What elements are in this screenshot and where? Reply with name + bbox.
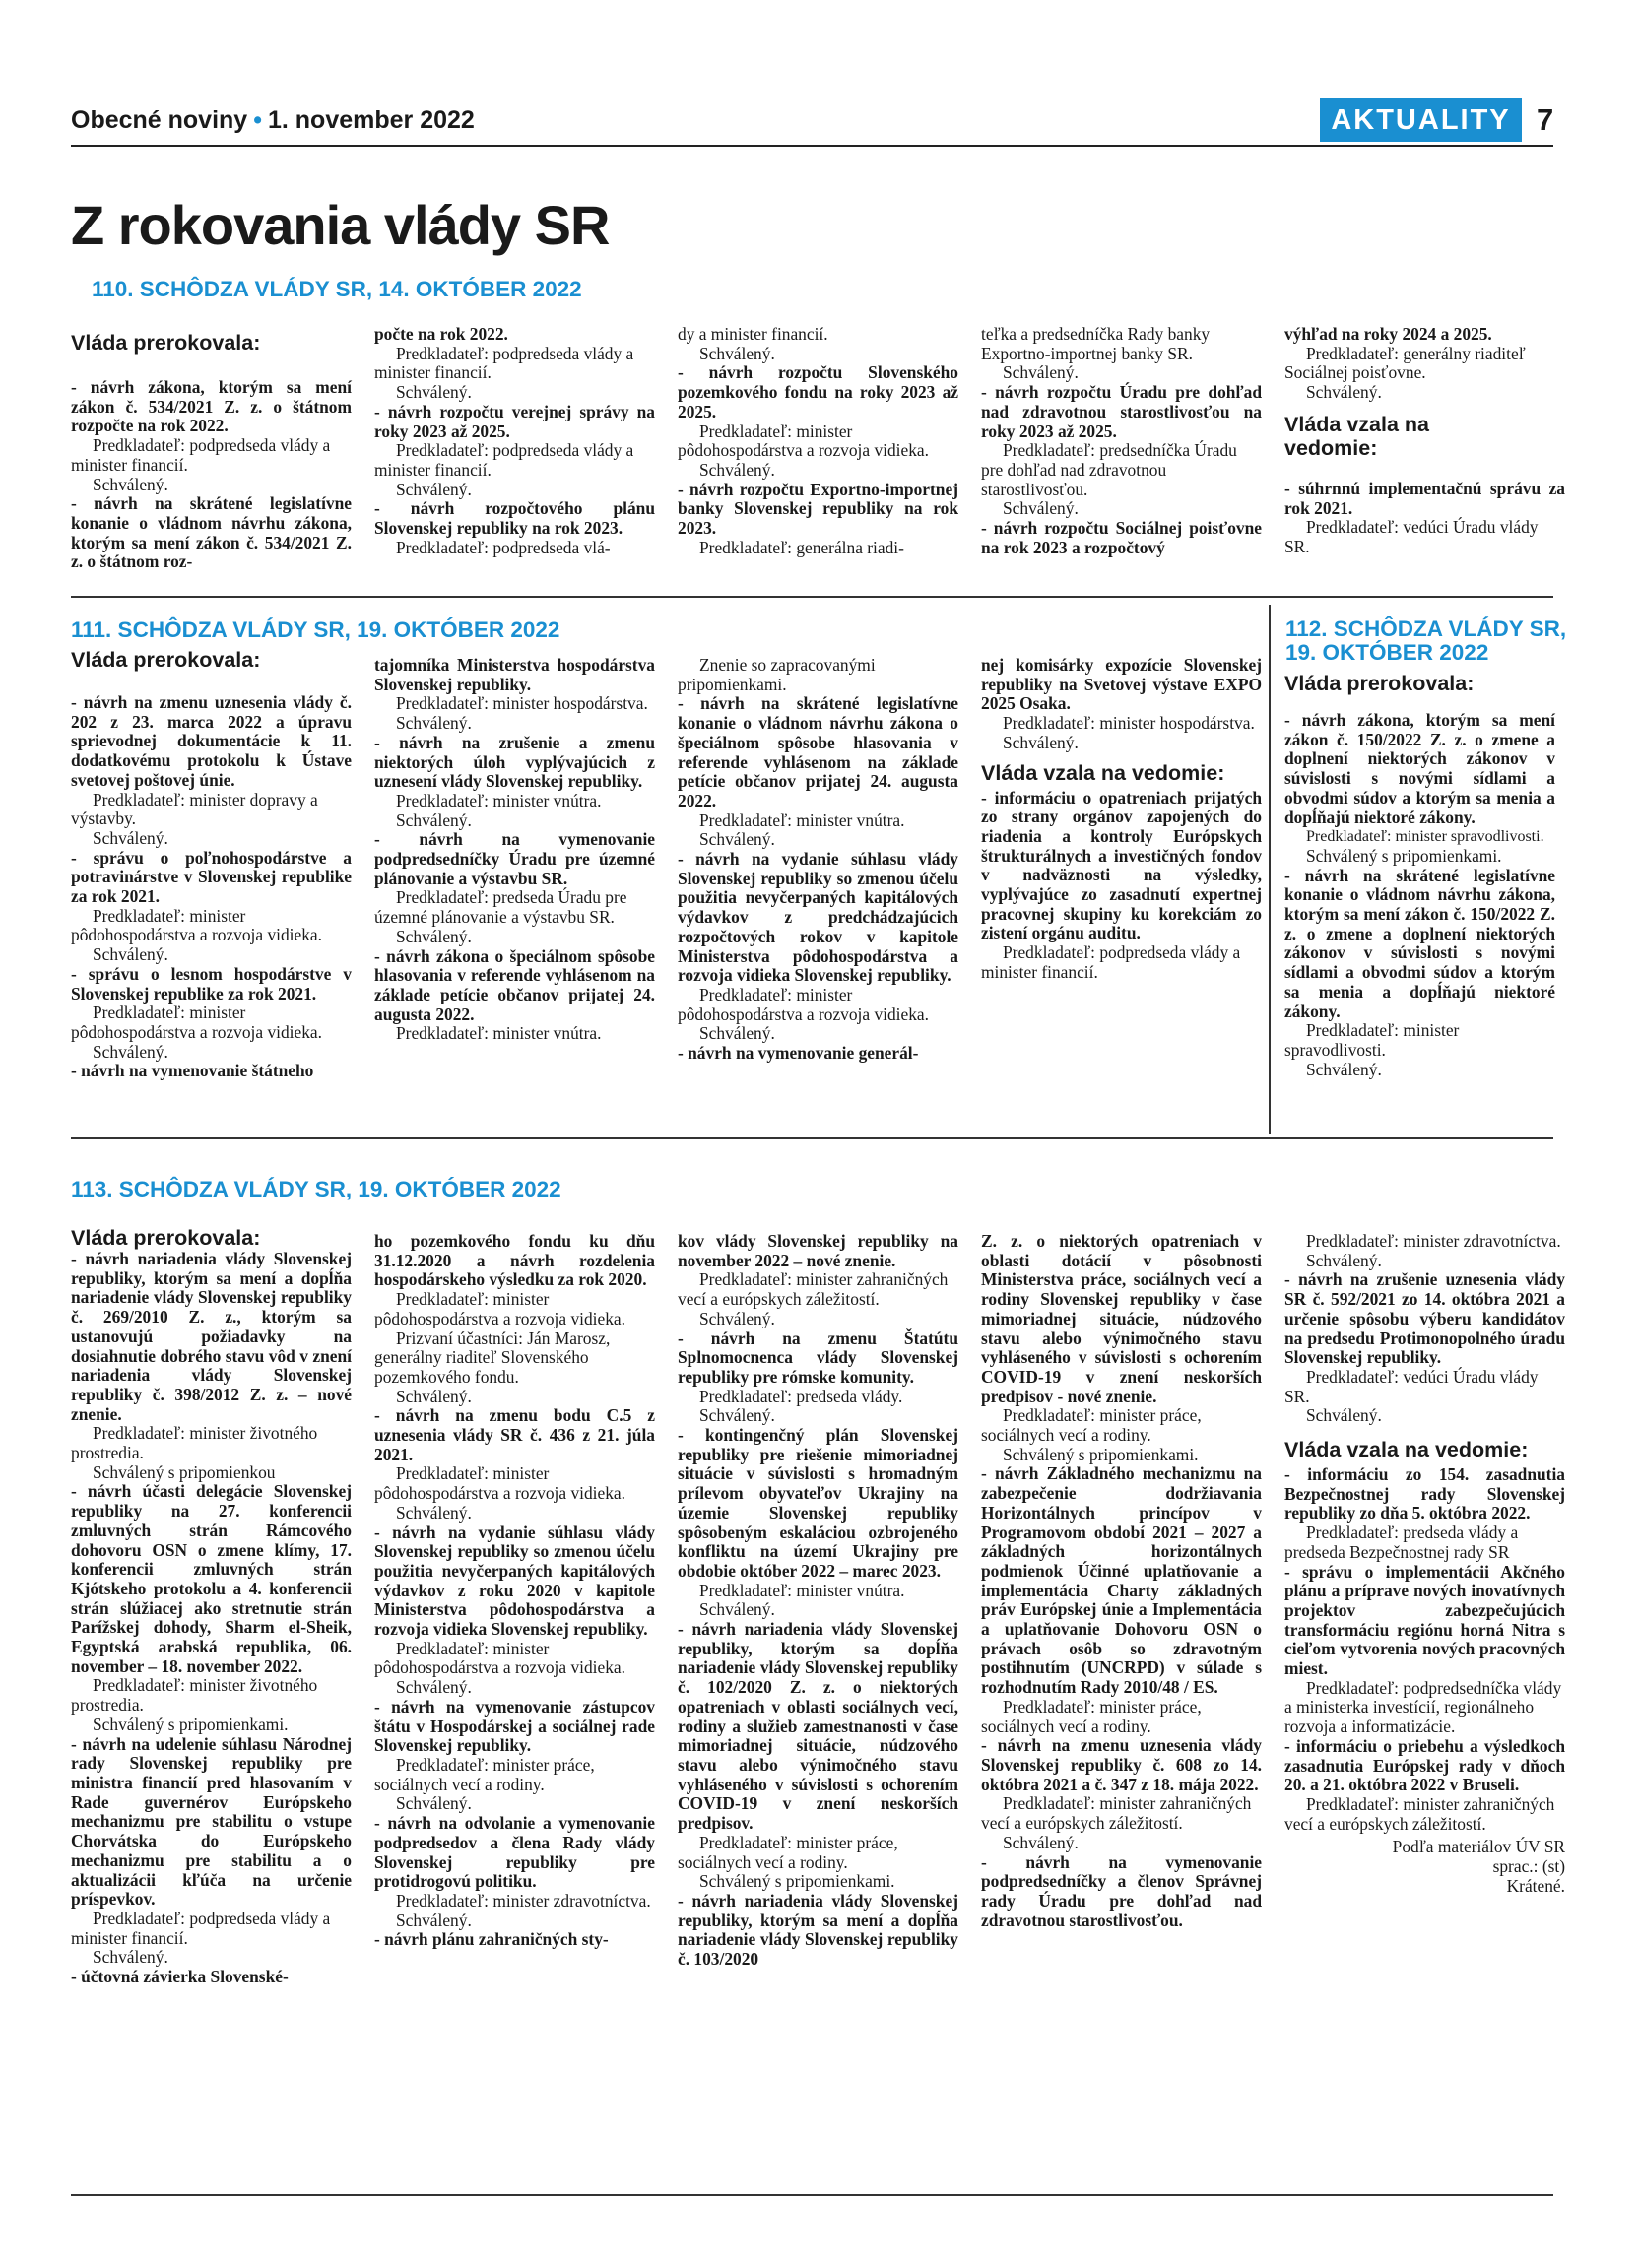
item: - súhrnnú implementačnú správu za rok 2021. [1284, 478, 1565, 518]
editor-credit: sprac.: (st) [1492, 1856, 1565, 1877]
item-status: Schválený. [396, 713, 472, 734]
subheading: Vláda prerokovala: [71, 331, 261, 355]
item: - návrh rozpočtu Slovenského pozemkového fondu na roky 2023 až 2025. [678, 362, 958, 421]
session-113-heading: 113. SCHÔDZA VLÁDY SR, 19. OKTÓBER 2022 [71, 1177, 561, 1201]
item-status: Schválený. [396, 1793, 472, 1814]
item: - návrh rozpočtového plánu Slovenskej republiky na rok 2023. [374, 498, 655, 539]
section-tag: AKTUALITY [1320, 98, 1522, 142]
item: - správu o lesnom hospodárstve v Slovenskej republike za rok 2021. [71, 963, 352, 1004]
bullet-icon: • [253, 106, 262, 134]
s110-column-1 [71, 329, 352, 572]
subheading: Vláda prerokovala: [71, 648, 261, 672]
subheading: Vláda vzala na vedomie: [1284, 412, 1429, 460]
item-note: Predkladateľ: predseda vlády a predseda Bezpečnostnej rady SR [1284, 1523, 1519, 1562]
abridged-note: Krátené. [1506, 1875, 1565, 1896]
issue-date: 1. november 2022 [267, 106, 475, 134]
item-note: Predkladateľ: minister zahraničných vecí a európskych záležitostí. [981, 1793, 1252, 1834]
item-note: Predkladateľ: predseda vlády. [699, 1386, 903, 1406]
item-status: Schválený. [699, 1308, 775, 1328]
item-note: Predkladateľ: minister zahraničných vecí a európskych záležitostí. [678, 1269, 949, 1310]
item: - návrh rozpočtu verejnej správy na roky 2023 až 2025. [374, 401, 655, 441]
item-note: Predkladateľ: podpredseda vlády a minister financií. [981, 942, 1241, 982]
s113-column-3 [678, 1232, 958, 1970]
item-note: Predkladateľ: minister práce, sociálnych vecí a rodiny. [374, 1754, 595, 1794]
item: - návrh na zmenu uznesenia vlády č. 202 z 23. marca 2022 a úpravu sprievodnej dokumentácie k 11. dodatkovému protokolu k Ústave svetovej poštovej únie. [71, 692, 352, 790]
session-112-heading [1285, 617, 1566, 665]
item-status: Schválený. [1306, 1405, 1382, 1426]
item: - návrh na zmenu Štatútu Splnomocnenca vlády Slovenskej republiky pre rómske komunity. [678, 1328, 958, 1387]
item-note: Predkladateľ: minister hospodárstva. [1003, 713, 1255, 734]
item-status: Schválený. [93, 944, 168, 965]
item: kov vlády Slovenskej republiky na november 2022 – nové znenie. [678, 1231, 958, 1270]
item-note: teľka a predsedníčka Rady banky Exportno-importnej banky SR. [981, 324, 1211, 363]
item: - informáciu zo 154. zasadnutia Bezpečnostnej rady Slovenskej republiky zo dňa 5. októbra 2022. [1284, 1464, 1565, 1523]
item-note: Predkladateľ: predsedníčka Úradu pre dohľad nad zdravotnou starostlivosťou. [981, 440, 1237, 499]
item: - návrh na zrušenie uznesenia vlády SR č. 592/2021 zo 14. októbra 2021 a určenie spôsobu výberu kandidátov na predsedu Protimonopolného úradu Slovenskej republiky. [1284, 1269, 1565, 1368]
item-note: Predkladateľ: minister zahraničných vecí a európskych záležitostí. [1284, 1793, 1555, 1834]
subheading: Vláda prerokovala: [1284, 672, 1475, 695]
item-status: Schválený. [396, 810, 472, 830]
s110-column-3 [678, 325, 958, 557]
item-status: Schválený. [396, 382, 472, 403]
item-status: Schválený. [396, 1677, 472, 1698]
item: - návrh na udelenie súhlasu Národnej rady Slovenskej republiky pre ministra financií pred hlasovaním v Rade guvernérov Európskeho mechanizmu pre stabilitu o vstupe Chorvátska do Európskeho mechanizmu pre stabilitu a o aktualizácii kľúča na určenie príspevkov. [71, 1733, 352, 1910]
item-note: Predkladateľ: minister práce, sociálnych vecí a rodiny. [678, 1832, 898, 1872]
item: - návrh plánu zahraničných sty- [374, 1929, 609, 1950]
item-status: Schválený. [396, 479, 472, 499]
item-note: Predkladateľ: generálna riadi- [699, 537, 904, 557]
item-status: Schválený. [699, 1599, 775, 1620]
item-note: Predkladateľ: minister hospodárstva. [396, 693, 648, 714]
item-status: Schválený s pripomienkami. [1306, 845, 1502, 866]
item-note: Predkladateľ: minister spravodlivosti. [1284, 1020, 1460, 1060]
item: - správu o implementácii Akčného plánu a príprave nových inovatívnych projektov zabezpečujúcich transformáciu regiónu horná Nitra s cieľom vytvorenia nových pracovných miest. [1284, 1561, 1565, 1679]
item-status: Schválený. [699, 829, 775, 850]
item: - návrh nariadenia vlády Slovenskej republiky, ktorým sa dopĺňa nariadenie vlády Slovenskej republiky č. 102/2020 Z. z. o niektorých opatreniach v oblasti sociálnych vecí, rodiny a služieb zamestnanosti v čase mimoriadnej situácie, núdzového stavu alebo výnimočného stavu vyhláseného v súvislosti s ochorením COVID-19 v znení neskorších predpisov. [678, 1619, 958, 1834]
item-note: Predkladateľ: podpredseda vlá- [396, 537, 611, 557]
item-note: dy a minister financií. [678, 324, 828, 344]
item-status: Schválený. [1003, 1832, 1079, 1852]
s113-column-4 [981, 1232, 1262, 1930]
item: tajomníka Ministerstva hospodárstva Slovenskej republiky. [374, 655, 655, 694]
item-note: Predkladateľ: minister zdravotníctva. [396, 1890, 651, 1911]
item: - návrh Základného mechanizmu na zabezpečenie dodržiavania Horizontálnych princípov v Programovom období 2021 – 2027 a základných horizontálnych podmienok Účinné uplatňovanie a implementácia Charty základných práv Európskej únie a Implementácia a uplatňovanie Dohovoru OSN o právach osôb so zdravotným postihnutím (UNCRPD) v súlade s rozhodnutím Rady 2010/48 / ES. [981, 1463, 1262, 1698]
item-status: Schválený. [93, 1041, 168, 1062]
item-note: Predkladateľ: minister pôdohospodárstva a rozvoja vidieka. [71, 1003, 322, 1042]
item-status: Schválený s pripomienkou [93, 1461, 276, 1482]
item: - návrh na zmenu uznesenia vlády Slovenskej republiky č. 608 zo 14. októbra 2021 a č. 347 z 18. mája 2022. [981, 1735, 1262, 1794]
item-status: Schválený. [93, 1947, 168, 1968]
item: - informáciu o priebehu a výsledkoch zasadnutia Európskej rady v dňoch 20. a 21. októbra 2022 v Bruseli. [1284, 1735, 1565, 1795]
item: Z. z. o niektorých opatreniach v oblasti dotácií v pôsobnosti Ministerstva práce, sociálnych vecí a rodiny Slovenskej republiky v čase mimoriadnej situácie, núdzového stavu alebo výnimočného stavu vyhláseného v súvislosti s ochorením COVID-19 v znení neskorších predpisov - nové znenie. [981, 1231, 1262, 1406]
item-status: Schválený s pripomienkami. [1003, 1444, 1199, 1464]
item-note: Znenie so zapracovanými pripomienkami. [678, 655, 876, 694]
column-divider [1269, 605, 1271, 1134]
item-note: Predkladateľ: minister životného prostredia. [71, 1675, 318, 1716]
item: - návrh na vymenovanie podpredsedníčky Úradu pre územné plánovanie a výstavbu SR. [374, 829, 655, 888]
item-note: Predkladateľ: minister pôdohospodárstva a rozvoja vidieka. [678, 984, 929, 1024]
item: - návrh zákona, ktorým sa mení zákon č. 150/2022 Z. z. o zmene a doplnení niektorých zákonov v súvislosti s novými sídlami a obvodmi súdov a ktorým sa menia a dopĺňajú niektoré zákony. [1284, 710, 1555, 827]
item: - návrh na odvolanie a vymenovanie podpredsedov a člena Rady vlády Slovenskej republiky pre protidrogovú politiku. [374, 1813, 655, 1892]
item-note: Predkladateľ: minister pôdohospodárstva a rozvoja vidieka. [374, 1638, 625, 1678]
item-status: Schválený. [93, 827, 168, 848]
item: - návrh nariadenia vlády Slovenskej republiky, ktorým sa mení a dopĺňa nariadenie vlády Slovenskej republiky č. 269/2010 Z. z., ktorým sa ustanovujú požiadavky na dosiahnutie dobrého stavu vôd v znení nariadenia vlády Slovenskej republiky č. 398/2012 Z. z. – nové znenie. [71, 1249, 352, 1424]
s110-column-4 [981, 325, 1262, 557]
item-note: Predkladateľ: podpredsedníčka vlády a ministerka investícií, regionálneho rozvoja a informatizácie. [1284, 1677, 1562, 1737]
item: - návrh účasti delegácie Slovenskej republiky na 27. konferencii zmluvných strán Rámcového dohovoru OSN o zmene klímy, 17. konferencii zmluvných strán Kjótskeho protokolu a 4. konferencii strán slúžiacej ako stretnutie strán Parížskej dohody, Sharm el-Sheik, Egyptská arabská republika, 06. november – 18. november 2022. [71, 1481, 352, 1676]
item: ho pozemkového fondu ku dňu 31.12.2020 a návrh rozdelenia hospodárskeho výsledku za rok 2020. [374, 1231, 655, 1290]
session-110-heading: 110. SCHÔDZA VLÁDY SR, 14. OKTÓBER 2022 [92, 277, 582, 301]
section-divider [71, 1137, 1553, 1139]
item: - návrh na skrátené legislatívne konanie o vládnom návrhu zákona, ktorým sa mení zákon č. 534/2021 Z. z. o štátnom roz- [71, 493, 352, 572]
item-note: Predkladateľ: minister práce, sociálnych vecí a rodiny. [981, 1405, 1202, 1446]
item-note: Predkladateľ: minister pôdohospodárstva a rozvoja vidieka. [374, 1463, 625, 1504]
item: - návrh na skrátené legislatívne konanie o vládnom návrhu zákona o špeciálnom spôsobe hlasovania v referende vyhlásenom na základe petície občanov prijatej 24. augusta 2022. [678, 693, 958, 810]
s112-column-1 [1284, 670, 1555, 1079]
item: - návrh na vymenovanie podpredsedníčky a členov Správnej rady Úradu pre dohľad nad zdravotnou starostlivosťou. [981, 1851, 1262, 1930]
source-credit: Podľa materiálov ÚV SR [1392, 1837, 1565, 1857]
item: - návrh rozpočtu Úradu pre dohľad nad zdravotnou starostlivosťou na roky 2023 až 2025. [981, 382, 1262, 441]
item-note: Predkladateľ: podpredseda vlády a minister financií. [71, 435, 331, 475]
header-rule [71, 145, 1553, 147]
session-112-heading-line-2: 19. OKTÓBER 2022 [1285, 640, 1489, 665]
item-note: Predkladateľ: vedúci Úradu vlády SR. [1284, 517, 1539, 556]
item: - kontingenčný plán Slovenskej republiky pre riešenie mimoriadnej situácie v súvislosti s hromadným prílevom obyvateľov Ukrajiny na územie Slovenskej republiky spôsobeným eskaláciou ozbrojeného konfliktu na území Ukrajiny pre obdobie október 2022 – marec 2023. [678, 1425, 958, 1581]
page-number: 7 [1537, 102, 1554, 137]
item-status: Schválený s pripomienkami. [93, 1714, 289, 1734]
item: - správu o poľnohospodárstve a potravinárstve v Slovenskej republike za rok 2021. [71, 847, 352, 907]
item-status: Schválený. [699, 343, 775, 363]
item-status: Schválený. [1003, 362, 1079, 383]
item-note: Prizvaní účastníci: Ján Marosz, generálny riaditeľ Slovenského pozemkového fondu. [374, 1328, 611, 1387]
item-note: Predkladateľ: vedúci Úradu vlády SR. [1284, 1366, 1539, 1406]
subheading: Vláda vzala na vedomie: [1284, 1438, 1529, 1462]
item-note: Predkladateľ: minister práce, sociálnych vecí a rodiny. [981, 1696, 1202, 1736]
s110-column-5 [1284, 325, 1565, 557]
item-note: Predkladateľ: minister pôdohospodárstva a rozvoja vidieka. [71, 905, 322, 945]
item-note: Predkladateľ: minister vnútra. [396, 1023, 602, 1044]
section-divider [71, 596, 1553, 598]
item-note: Predkladateľ: minister životného prostredia. [71, 1423, 318, 1463]
s113-column-1 [71, 1226, 352, 1987]
s111-column-1 [71, 646, 352, 1081]
item: - návrh na zrušenie a zmenu niektorých úloh vyplývajúcich z uznesení vlády Slovenskej republiky. [374, 732, 655, 792]
item-note: Predkladateľ: minister vnútra. [699, 810, 905, 830]
item: nej komisárky expozície Slovenskej republiky na Svetovej výstave EXPO 2025 Osaka. [981, 655, 1262, 714]
item-note: Predkladateľ: podpredseda vlády a minister financií. [374, 440, 634, 480]
item: - návrh na zmenu bodu C.5 z uznesenia vlády SR č. 436 z 21. júla 2021. [374, 1405, 655, 1464]
item-note: Predkladateľ: minister pôdohospodárstva a rozvoja vidieka. [678, 421, 929, 461]
page-header [71, 106, 475, 135]
s111-column-3 [678, 656, 958, 1064]
item: - návrh na skrátené legislatívne konanie o vládnom návrhu zákona, ktorým sa mení zákon č. 150/2022 Z. z. o zmene a doplnení niektorých zákonov v súvislosti s novými sídlami a obvodmi súdov a ktorým sa menia a dopĺňajú niektoré zákony. [1284, 865, 1555, 1021]
item-status: Schválený. [1306, 1059, 1382, 1079]
bottom-rule [71, 2194, 1553, 2196]
s113-column-2 [374, 1232, 655, 1950]
item-status: Schválený s pripomienkami. [699, 1871, 895, 1892]
item-status: Schválený. [1306, 1250, 1382, 1270]
s111-column-2 [374, 656, 655, 1044]
item-status: Schválený. [396, 1502, 472, 1523]
item: - návrh na vymenovanie generál- [678, 1043, 919, 1064]
item-note: Predkladateľ: minister vnútra. [699, 1580, 905, 1600]
subheading: Vláda prerokovala: [71, 1226, 261, 1250]
item-note: Predkladateľ: minister pôdohospodárstva a rozvoja vidieka. [374, 1289, 625, 1328]
item-status: Schválený. [699, 459, 775, 480]
item-note: Predkladateľ: generálny riaditeľ Sociálnej poisťovne. [1284, 343, 1526, 383]
item-note: Predkladateľ: podpredseda vlády a minister financií. [71, 1908, 331, 1948]
item-status: Schválený. [396, 926, 472, 946]
item: - návrh na vymenovanie štátneho [71, 1061, 314, 1081]
subheading: Vláda vzala na vedomie: [981, 760, 1225, 785]
item: - návrh nariadenia vlády Slovenskej republiky, ktorým sa mení a dopĺňa nariadenie vlády Slovenskej republiky č. 103/2020 [678, 1890, 958, 1970]
item-note: Predkladateľ: minister vnútra. [396, 790, 602, 810]
item-status: Schválený. [699, 1023, 775, 1044]
item: - návrh zákona o špeciálnom spôsobe hlasovania v referende vyhlásenom na základe petície občanov prijatej 24. augusta 2022. [374, 945, 655, 1024]
item-note: Predkladateľ: podpredseda vlády a minister financií. [374, 343, 634, 383]
item-status: Schválený. [93, 474, 168, 494]
item-note: Predkladateľ: minister spravodlivosti. [1306, 828, 1544, 846]
item: - informáciu o opatreniach prijatých zo strany orgánov zapojených do riadenia a kontroly Európskych štrukturálnych a investičných fondov v nadväznosti na výsledky, vyplývajúce zo zasadnutí expertnej pracovnej skupiny ku korekciám zo zistení orgánu auditu. [981, 787, 1262, 943]
s111-column-4 [981, 656, 1262, 983]
item-note: Predkladateľ: predseda Úradu pre územné plánovanie a výstavbu SR. [374, 887, 627, 928]
item-status: Schválený. [396, 1386, 472, 1406]
item: - návrh na vydanie súhlasu vlády Slovenskej republiky so zmenou účelu použitia nevyčerpaných kapitálových výdavkov z roku 2020 v kapitole Ministerstva pôdohospodárstva a rozvoja vidieka Slovenskej republiky. [374, 1522, 655, 1640]
item: - návrh rozpočtu Sociálnej poisťovne na rok 2023 a rozpočtový [981, 518, 1262, 557]
s110-column-2 [374, 325, 655, 557]
item-status: Schválený. [396, 1910, 472, 1930]
article-title: Z rokovania vlády SR [71, 194, 610, 256]
session-111-heading: 111. SCHÔDZA VLÁDY SR, 19. OKTÓBER 2022 [71, 617, 560, 642]
item-note: Predkladateľ: minister dopravy a výstavby. [71, 789, 318, 829]
session-112-heading-line-1: 112. SCHÔDZA VLÁDY SR, [1285, 616, 1567, 641]
item: - návrh na vymenovanie zástupcov štátu v Hospodárskej a sociálnej rade Slovenskej republiky. [374, 1696, 655, 1756]
publication-name: Obecné noviny [71, 106, 248, 134]
item: - návrh rozpočtu Exportno-importnej banky Slovenskej republiky na rok 2023. [678, 479, 958, 539]
item: - návrh zákona, ktorým sa mení zákon č. 534/2021 Z. z. o štátnom rozpočte na rok 2022. [71, 377, 352, 436]
item: - účtovná závierka Slovenské- [71, 1967, 289, 1987]
item-status: Schválený. [1003, 498, 1079, 519]
s113-column-5 [1284, 1232, 1565, 1897]
item: počte na rok 2022. [374, 324, 508, 344]
item-status: Schválený. [699, 1405, 775, 1426]
item-note: Predkladateľ: minister zdravotníctva. [1306, 1231, 1561, 1251]
item-status: Schválený. [1306, 382, 1382, 403]
item: výhľad na roky 2024 a 2025. [1284, 324, 1492, 344]
item: - návrh na vydanie súhlasu vlády Slovenskej republiky so zmenou účelu použitia nevyčerpaných kapitálových výdavkov z predchádzajúcich rozpočtových rokov v kapitole Ministerstva pôdohospodárstva a rozvoja vidieka Slovenskej republiky. [678, 849, 958, 986]
item-status: Schválený. [1003, 732, 1079, 752]
